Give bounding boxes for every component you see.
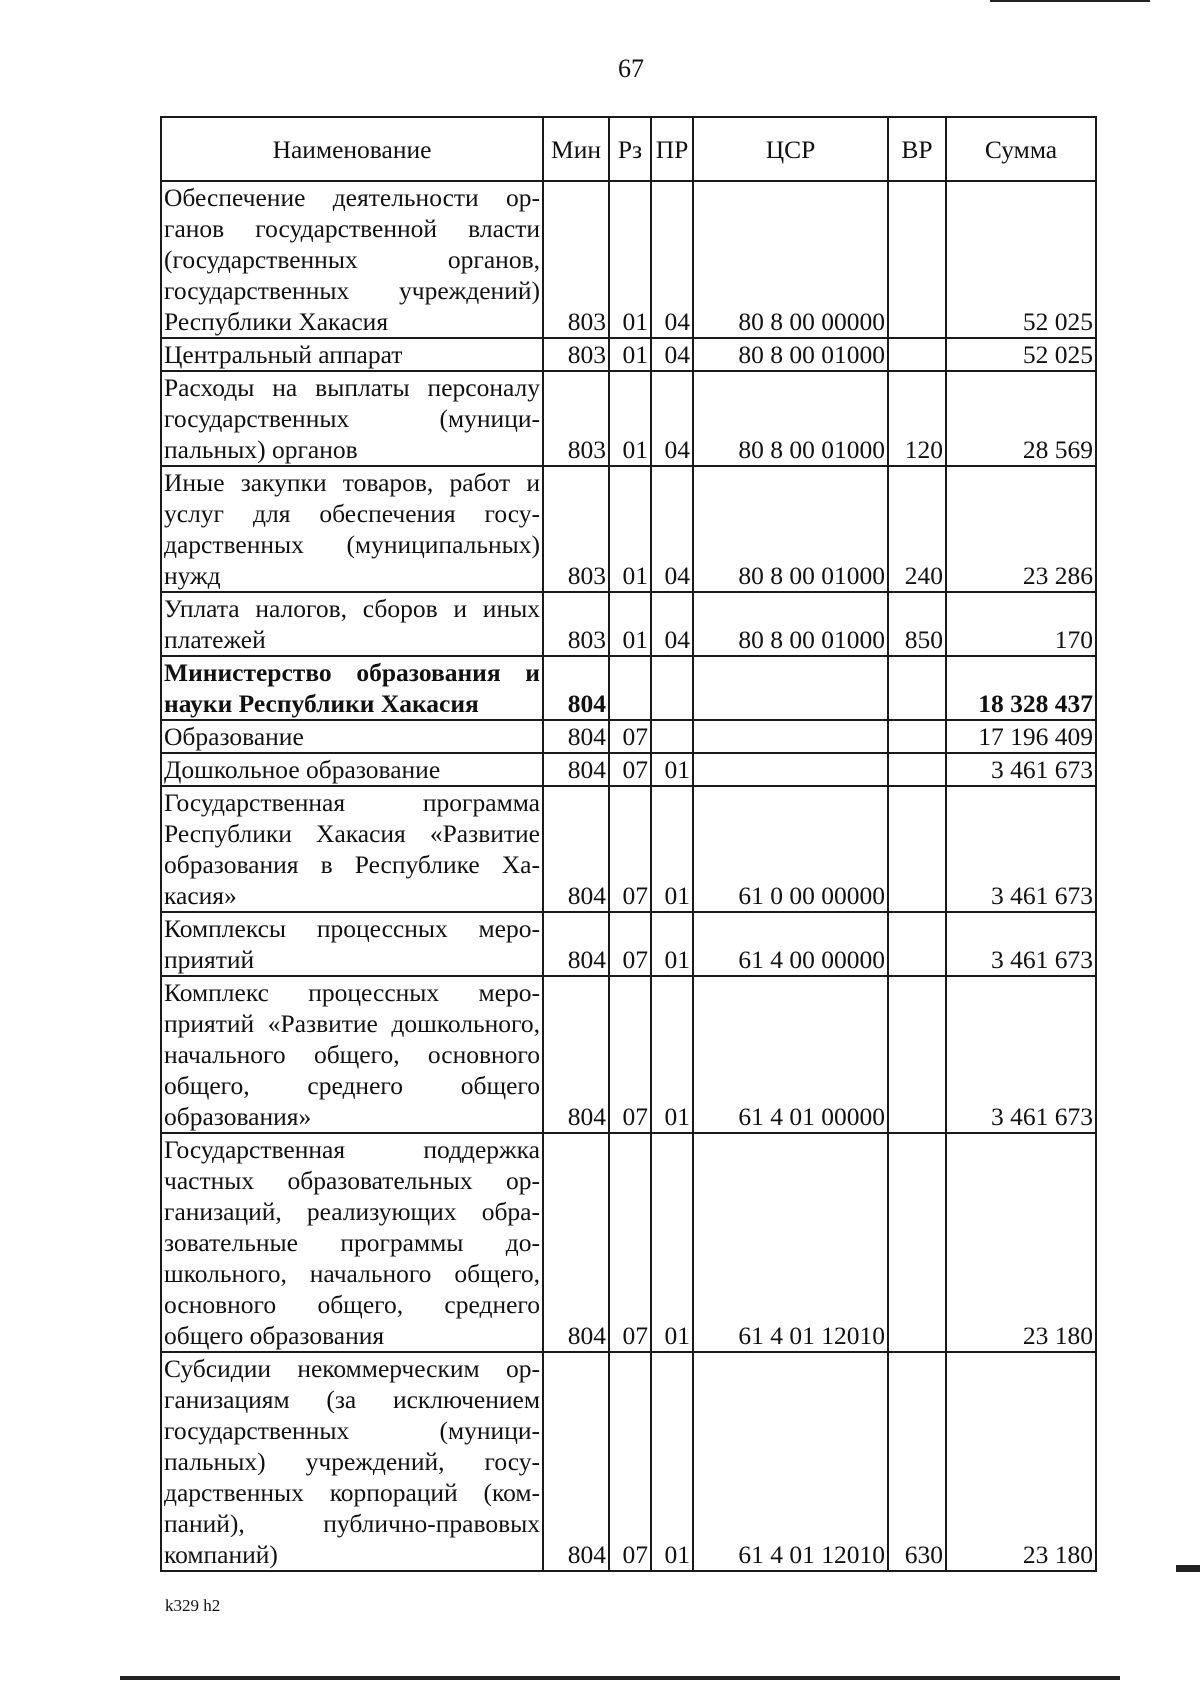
cell-min: 804 [543,720,609,753]
table-row [161,1133,1096,1352]
table-row [161,656,1096,720]
cell-pr [651,656,693,720]
top-rule [990,0,1150,2]
bottom-rule [120,1676,1120,1680]
cell-pr: 01 [651,786,693,912]
cell-rz: 07 [609,753,651,786]
cell-csr: 80 8 00 01000 [693,338,888,371]
table-row [161,976,1096,1133]
cell-sum: 28 569 [946,371,1096,466]
table-row [161,912,1096,976]
cell-rz: 01 [609,338,651,371]
header-name: Наименование [161,117,543,181]
cell-min: 804 [543,1133,609,1352]
cell-vr [888,786,946,912]
cell-min: 804 [543,786,609,912]
cell-name: Иные закупки товаров, работ и услуг для обеспечения государственных (муниципальных) нужд [161,466,543,592]
cell-csr [693,656,888,720]
cell-sum: 3 461 673 [946,976,1096,1133]
cell-pr: 01 [651,753,693,786]
cell-pr: 01 [651,912,693,976]
cell-name: Обеспечение деятельности органов государственной власти (государственных органов, государственных учреждений) Республики Хакасия [161,181,543,338]
cell-vr [888,181,946,338]
cell-name: Комплексы процессных мероприятий [161,912,543,976]
cell-min: 803 [543,466,609,592]
cell-vr: 630 [888,1352,946,1571]
cell-csr: 61 4 01 00000 [693,976,888,1133]
cell-csr: 80 8 00 00000 [693,181,888,338]
cell-vr [888,720,946,753]
cell-min: 804 [543,1352,609,1571]
cell-pr: 04 [651,338,693,371]
cell-csr: 61 4 00 00000 [693,912,888,976]
footer-code: k329 h2 [165,1596,221,1615]
cell-sum: 23 180 [946,1133,1096,1352]
cell-rz: 01 [609,466,651,592]
table-header-row [161,117,1096,181]
cell-rz: 07 [609,912,651,976]
cell-csr: 61 0 00 00000 [693,786,888,912]
cell-rz: 01 [609,371,651,466]
cell-vr: 240 [888,466,946,592]
cell-pr: 01 [651,976,693,1133]
cell-vr [888,656,946,720]
cell-sum: 170 [946,592,1096,656]
cell-csr [693,720,888,753]
table-body [161,181,1096,1571]
cell-rz [609,656,651,720]
cell-csr: 80 8 00 01000 [693,466,888,592]
cell-rz: 07 [609,786,651,912]
cell-rz: 07 [609,720,651,753]
cell-min: 803 [543,371,609,466]
cell-rz: 07 [609,1352,651,1571]
cell-name: Государственная поддержка частных образовательных организаций, реализующих образовательные программы дошкольного, начального общего, основного общего, среднего общего образования [161,1133,543,1352]
table-row [161,786,1096,912]
cell-sum: 3 461 673 [946,912,1096,976]
cell-csr: 80 8 00 01000 [693,371,888,466]
cell-csr: 61 4 01 12010 [693,1352,888,1571]
cell-vr [888,1133,946,1352]
table-row [161,720,1096,753]
cell-pr: 01 [651,1352,693,1571]
cell-vr [888,912,946,976]
margin-mark [1176,1565,1200,1572]
cell-min: 803 [543,181,609,338]
cell-pr [651,720,693,753]
page-number: 67 [618,54,644,83]
cell-csr: 80 8 00 01000 [693,592,888,656]
cell-vr [888,338,946,371]
table-row [161,753,1096,786]
cell-sum: 3 461 673 [946,786,1096,912]
cell-pr: 01 [651,1133,693,1352]
header-csr: ЦСР [693,117,888,181]
cell-vr [888,753,946,786]
cell-sum: 52 025 [946,338,1096,371]
cell-name: Министерство образования и науки Республики Хакасия [161,656,543,720]
cell-sum: 18 328 437 [946,656,1096,720]
table-row [161,181,1096,338]
cell-csr [693,753,888,786]
cell-sum: 23 180 [946,1352,1096,1571]
cell-name: Субсидии некоммерческим организациям (за исключением государственных (муниципальных) учреждений, государственных корпораций (компаний), публично-правовых компаний) [161,1352,543,1571]
table-row [161,1352,1096,1571]
cell-csr: 61 4 01 12010 [693,1133,888,1352]
cell-min: 804 [543,753,609,786]
cell-name: Образование [161,720,543,753]
cell-rz: 07 [609,976,651,1133]
cell-name: Уплата налогов, сборов и иных платежей [161,592,543,656]
cell-rz: 01 [609,592,651,656]
cell-vr: 120 [888,371,946,466]
cell-pr: 04 [651,181,693,338]
cell-rz: 01 [609,181,651,338]
cell-min: 804 [543,656,609,720]
table-row [161,466,1096,592]
header-min: Мин [543,117,609,181]
table-row [161,338,1096,371]
cell-name: Государственная программа Республики Хакасия «Развитие образования в Республике Хакасия» [161,786,543,912]
cell-min: 803 [543,338,609,371]
cell-pr: 04 [651,371,693,466]
cell-sum: 3 461 673 [946,753,1096,786]
budget-table [160,116,1097,1572]
cell-pr: 04 [651,466,693,592]
cell-min: 804 [543,976,609,1133]
cell-name: Дошкольное образование [161,753,543,786]
cell-sum: 17 196 409 [946,720,1096,753]
header-vr: ВР [888,117,946,181]
table-row [161,371,1096,466]
cell-name: Комплекс процессных мероприятий «Развитие дошкольного, начального общего, основного общего, среднего общего образования» [161,976,543,1133]
cell-sum: 23 286 [946,466,1096,592]
table-row [161,592,1096,656]
cell-rz: 07 [609,1133,651,1352]
cell-vr [888,976,946,1133]
cell-min: 803 [543,592,609,656]
header-rz: Рз [609,117,651,181]
cell-sum: 52 025 [946,181,1096,338]
cell-pr: 04 [651,592,693,656]
cell-vr: 850 [888,592,946,656]
cell-name: Расходы на выплаты персоналу государственных (муниципальных) органов [161,371,543,466]
header-sum: Сумма [946,117,1096,181]
cell-name: Центральный аппарат [161,338,543,371]
header-pr: ПР [651,117,693,181]
cell-min: 804 [543,912,609,976]
